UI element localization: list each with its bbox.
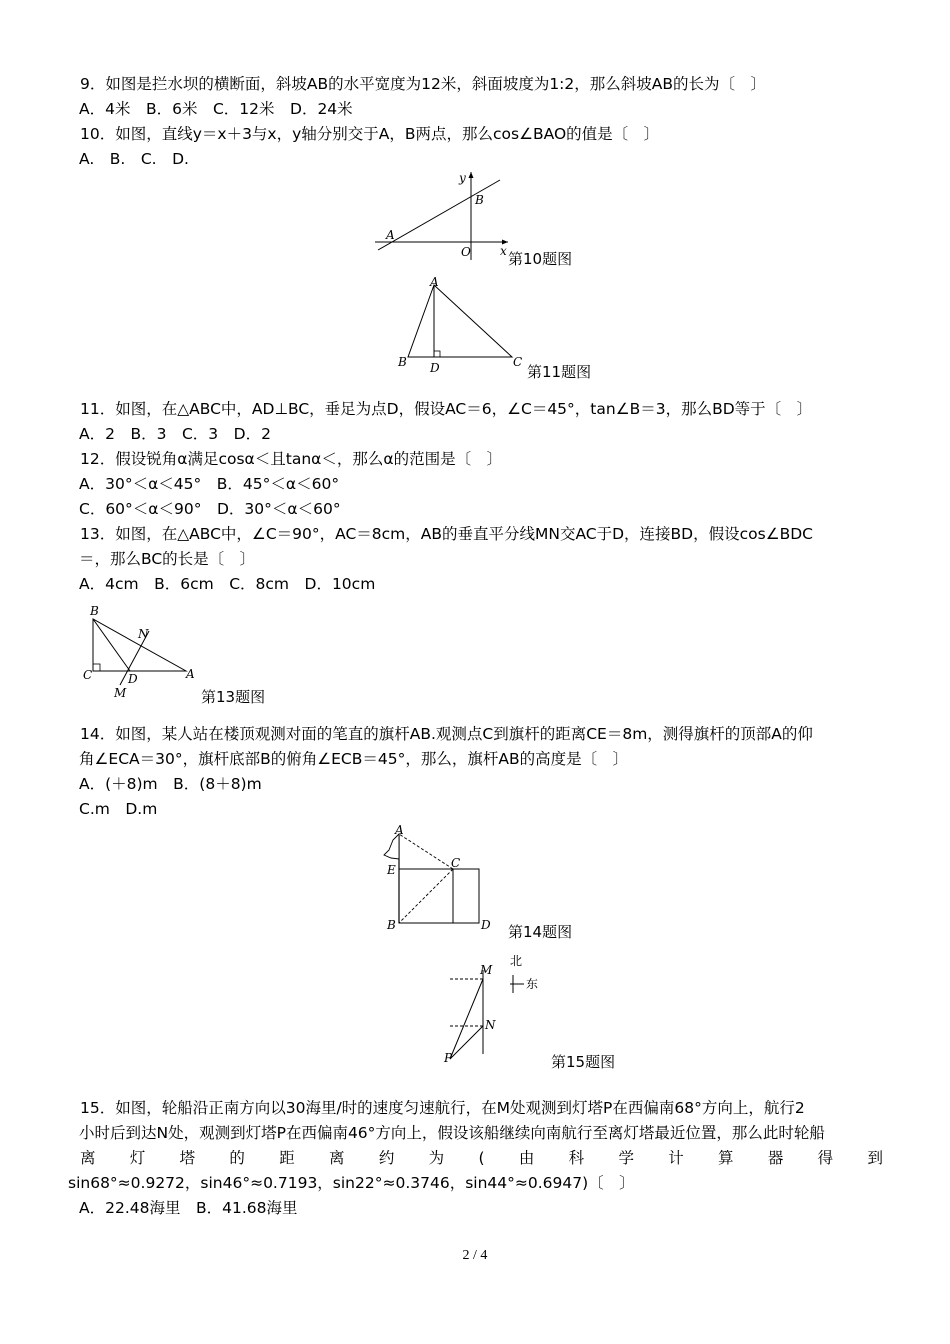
q15-label-north: 北 bbox=[510, 954, 523, 968]
q15-caption: 第15题图 bbox=[551, 1053, 616, 1071]
q14-figure bbox=[383, 822, 503, 934]
q10-label-y: y bbox=[459, 171, 466, 185]
q10-label-o: O bbox=[461, 245, 471, 259]
q10-label-x: x bbox=[500, 244, 507, 258]
q13-label-b: B bbox=[90, 604, 99, 618]
q11-figure bbox=[395, 274, 530, 374]
q14-label-b: B bbox=[387, 918, 396, 932]
q13-options: A．4cm B．6cm C．8cm D．10cm bbox=[79, 575, 376, 593]
q13-label-a: A bbox=[186, 667, 195, 681]
q15-stem-line2: 小时后到达N处，观测到灯塔P在西偏南46°方向上，假设该船继续向南航行至离灯塔最近位置，那么此时轮船 bbox=[79, 1124, 825, 1142]
q14-stem-line1: 14．如图，某人站在楼顶观测对面的笔直的旗杆AB.观测点C到旗杆的距离CE＝8m，测得旗杆的顶部A的仰 bbox=[80, 725, 813, 743]
q13-stem-line2: ＝，那么BC的长是〔 〕 bbox=[79, 550, 256, 568]
q14-options-ab: A．(＋8)m B．(8＋8)m bbox=[79, 775, 262, 793]
q14-label-c: C bbox=[451, 856, 461, 870]
q13-label-c: C bbox=[83, 668, 93, 682]
q10-options: A. B. C. D. bbox=[79, 150, 189, 168]
q14-options-cd: C.m D.m bbox=[79, 800, 158, 818]
q10-label-b: B bbox=[475, 193, 484, 207]
q14-caption: 第14题图 bbox=[508, 923, 573, 941]
q11-label-a: A bbox=[430, 275, 439, 289]
q13-figure bbox=[80, 603, 200, 700]
q13-stem-line1: 13．如图，在△ABC中，∠C＝90°，AC＝8cm，AB的垂直平分线MN交AC于D，连接BD，假设cos∠BDC bbox=[80, 525, 813, 543]
q10-stem: 10．如图，直线y＝x＋3与x，y轴分别交于A，B两点，那么cos∠BAO的值是〔 〕 bbox=[80, 125, 660, 143]
q11-options: A．2 B．3 C．3 D．2 bbox=[79, 425, 271, 443]
q15-figure bbox=[442, 951, 552, 1066]
q14-label-a: A bbox=[395, 823, 404, 837]
q14-label-e: E bbox=[387, 863, 396, 877]
q12-options-ab: A．30°＜α＜45° B．45°＜α＜60° bbox=[79, 475, 340, 493]
q11-stem: 11．如图，在△ABC中，AD⊥BC，垂足为点D，假设AC＝6，∠C＝45°，tan∠B＝3，那么BD等于〔 〕 bbox=[80, 400, 813, 418]
q10-caption: 第10题图 bbox=[508, 250, 573, 268]
q15-stem-line1: 15．如图，轮船沿正南方向以30海里/时的速度匀速航行，在M处观测到灯塔P在西偏南68°方向上，航行2 bbox=[80, 1099, 805, 1117]
q12-stem: 12．假设锐角α满足cosα＜且tanα＜，那么α的范围是〔 〕 bbox=[80, 450, 503, 468]
q14-label-d: D bbox=[481, 918, 491, 932]
q15-label-n: N bbox=[485, 1018, 496, 1032]
q10-label-a: A bbox=[386, 228, 395, 242]
q15-options: A．22.48海里 B．41.68海里 bbox=[79, 1199, 298, 1217]
q13-label-m: M bbox=[114, 686, 127, 700]
q15-label-m: M bbox=[480, 963, 493, 977]
q10-figure bbox=[370, 168, 510, 263]
q12-options-cd: C．60°＜α＜90° D．30°＜α＜60° bbox=[79, 500, 341, 518]
q13-label-d: D bbox=[128, 672, 138, 686]
q11-label-b: B bbox=[398, 355, 407, 369]
q11-caption: 第11题图 bbox=[527, 363, 592, 381]
q9-stem: 9．如图是拦水坝的横断面，斜坡AB的水平宽度为12米，斜面坡度为1:2，那么斜坡AB的长为〔 〕 bbox=[80, 75, 767, 93]
q15-stem-line4: sin68°≈0.9272，sin46°≈0.7193，sin22°≈0.3746，sin44°≈0.6947)〔 〕 bbox=[68, 1174, 635, 1192]
q15-label-p: P bbox=[444, 1051, 453, 1065]
q15-label-east: 东 bbox=[526, 977, 539, 991]
q13-caption: 第13题图 bbox=[201, 688, 266, 706]
q13-label-n: N bbox=[138, 627, 149, 641]
q9-options: A．4米 B．6米 C．12米 D．24米 bbox=[79, 100, 353, 118]
q11-label-c: C bbox=[513, 355, 523, 369]
q15-stem-line3: 离灯塔的距离约为(由科学计算器得到 bbox=[80, 1149, 883, 1167]
q11-label-d: D bbox=[430, 361, 440, 375]
page-number: 2 / 4 bbox=[462, 1248, 488, 1263]
q14-stem-line2: 角∠ECA＝30°，旗杆底部B的俯角∠ECB＝45°，那么，旗杆AB的高度是〔 〕 bbox=[79, 750, 629, 768]
